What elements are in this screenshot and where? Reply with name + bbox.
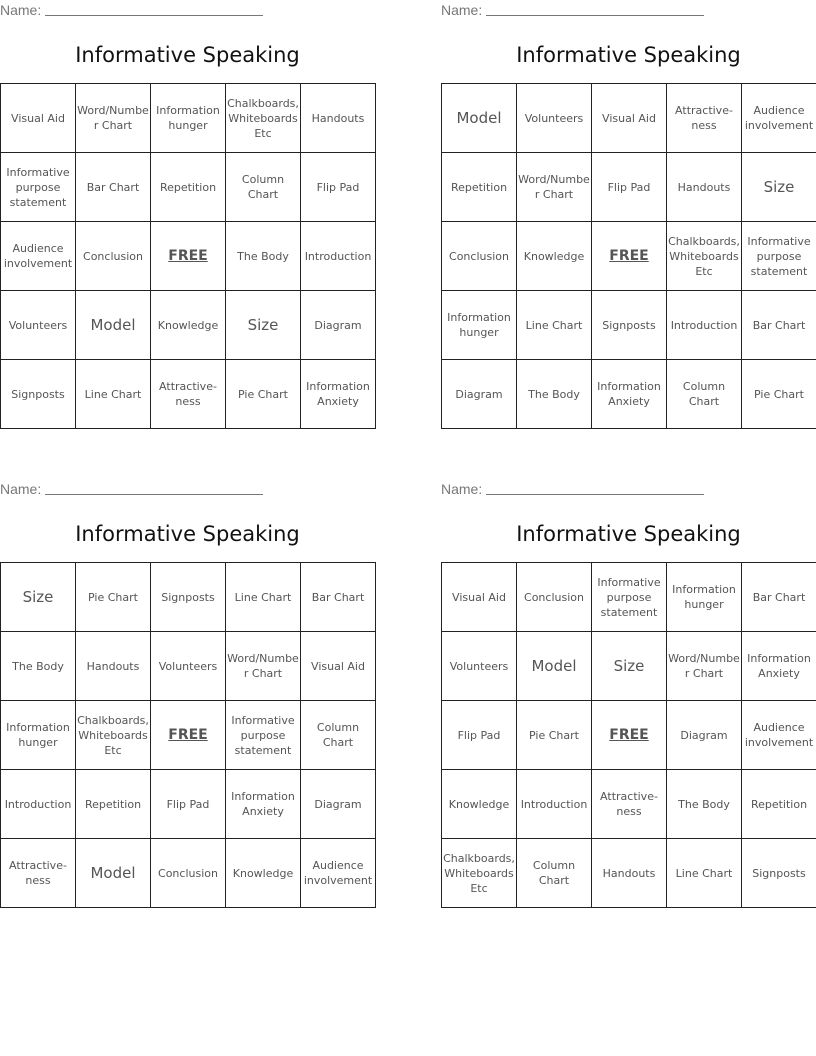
bingo-cell: Model (517, 632, 592, 701)
bingo-cell: Diagram (301, 770, 376, 839)
grid-row (442, 222, 816, 291)
name-label: Name: (441, 2, 483, 18)
grid-row (442, 153, 816, 222)
bingo-cell: Repetition (76, 770, 151, 839)
bingo-cell: Bar Chart (742, 291, 816, 360)
bingo-cell: Chalkboards, Whiteboards Etc (667, 222, 742, 291)
bingo-cell: Volunteers (517, 84, 592, 153)
bingo-cell: Audience involvement (742, 84, 816, 153)
grid-row (1, 222, 376, 291)
bingo-cell: Line Chart (517, 291, 592, 360)
grid-row (442, 701, 816, 770)
name-label: Name: (0, 2, 42, 18)
bingo-cell: Informative purpose statement (592, 563, 667, 632)
bingo-cell: Knowledge (226, 839, 301, 908)
bingo-cell: Information hunger (151, 84, 226, 153)
bingo-cell: Flip Pad (301, 153, 376, 222)
card-title: Informative Speaking (75, 522, 300, 546)
bingo-cell: Handouts (667, 153, 742, 222)
bingo-cell: Visual Aid (592, 84, 667, 153)
bingo-cell: Volunteers (151, 632, 226, 701)
free-space: FREE (151, 701, 226, 770)
bingo-cell: Model (76, 291, 151, 360)
bingo-cell: Word/Number Chart (517, 153, 592, 222)
bingo-cell: Conclusion (151, 839, 226, 908)
bingo-cell: Word/Number Chart (226, 632, 301, 701)
free-space: FREE (592, 222, 667, 291)
bingo-cell: Conclusion (442, 222, 517, 291)
bingo-grid (441, 562, 816, 908)
bingo-cell: Repetition (442, 153, 517, 222)
card-title: Informative Speaking (516, 43, 741, 67)
bingo-cell: Attractive-ness (667, 84, 742, 153)
bingo-cell: Conclusion (76, 222, 151, 291)
grid-row (1, 84, 376, 153)
bingo-cell: Knowledge (442, 770, 517, 839)
name-field (0, 0, 263, 20)
grid-row (1, 153, 376, 222)
bingo-cell: Pie Chart (226, 360, 301, 429)
bingo-cell: Flip Pad (442, 701, 517, 770)
bingo-cell: Visual Aid (442, 563, 517, 632)
bingo-cell: Bar Chart (742, 563, 816, 632)
grid-row (1, 701, 376, 770)
bingo-cell: Chalkboards, Whiteboards Etc (442, 839, 517, 908)
grid-row (1, 770, 376, 839)
bingo-cell: Word/Number Chart (667, 632, 742, 701)
bingo-cell: Volunteers (1, 291, 76, 360)
bingo-cell: Column Chart (301, 701, 376, 770)
name-blank-line (45, 1, 263, 16)
bingo-cell: Information hunger (442, 291, 517, 360)
bingo-cell: Column Chart (226, 153, 301, 222)
grid-row (442, 632, 816, 701)
bingo-cell: Diagram (301, 291, 376, 360)
bingo-cell: Size (1, 563, 76, 632)
bingo-cell: Information hunger (1, 701, 76, 770)
bingo-cell: Handouts (76, 632, 151, 701)
bingo-cell: Volunteers (442, 632, 517, 701)
bingo-cell: Knowledge (151, 291, 226, 360)
name-field (441, 479, 704, 499)
bingo-cell: Introduction (667, 291, 742, 360)
bingo-cell: Line Chart (226, 563, 301, 632)
bingo-cell: Bar Chart (76, 153, 151, 222)
grid-row (1, 839, 376, 908)
bingo-cell: Informative purpose statement (226, 701, 301, 770)
bingo-cell: Line Chart (76, 360, 151, 429)
bingo-cell: Signposts (151, 563, 226, 632)
bingo-cell: Information Anxiety (742, 632, 816, 701)
bingo-cell: Introduction (301, 222, 376, 291)
bingo-cell: Repetition (742, 770, 816, 839)
bingo-cell: Column Chart (667, 360, 742, 429)
bingo-cell: Attractive-ness (151, 360, 226, 429)
bingo-cell: Information Anxiety (301, 360, 376, 429)
bingo-cell: Signposts (742, 839, 816, 908)
card-title: Informative Speaking (75, 43, 300, 67)
bingo-cell: Word/Number Chart (76, 84, 151, 153)
bingo-cell: Column Chart (517, 839, 592, 908)
bingo-cell: Signposts (1, 360, 76, 429)
bingo-cell: Repetition (151, 153, 226, 222)
free-space: FREE (592, 701, 667, 770)
bingo-cell: The Body (517, 360, 592, 429)
grid-row (1, 360, 376, 429)
bingo-cell: Introduction (517, 770, 592, 839)
grid-row (1, 291, 376, 360)
grid-row (442, 839, 816, 908)
grid-row (442, 84, 816, 153)
bingo-cell: The Body (1, 632, 76, 701)
grid-row (1, 563, 376, 632)
bingo-cell: Signposts (592, 291, 667, 360)
free-space: FREE (151, 222, 226, 291)
bingo-grid (441, 83, 816, 429)
bingo-grid (0, 83, 376, 429)
bingo-cell: Diagram (667, 701, 742, 770)
name-label: Name: (0, 481, 42, 497)
bingo-cell: Flip Pad (151, 770, 226, 839)
bingo-cell: Conclusion (517, 563, 592, 632)
grid-row (442, 291, 816, 360)
bingo-cell: Introduction (1, 770, 76, 839)
bingo-cell: Audience involvement (742, 701, 816, 770)
name-blank-line (486, 1, 704, 16)
bingo-cell: Size (742, 153, 816, 222)
bingo-cell: Line Chart (667, 839, 742, 908)
card-title: Informative Speaking (516, 522, 741, 546)
bingo-cell: Audience involvement (301, 839, 376, 908)
bingo-cell: The Body (226, 222, 301, 291)
bingo-cell: Handouts (301, 84, 376, 153)
name-blank-line (45, 480, 263, 495)
bingo-cell: Model (76, 839, 151, 908)
bingo-cell: Audience involvement (1, 222, 76, 291)
bingo-cell: Pie Chart (742, 360, 816, 429)
bingo-cell: Attractive-ness (1, 839, 76, 908)
bingo-cell: Model (442, 84, 517, 153)
bingo-cell: Pie Chart (76, 563, 151, 632)
bingo-cell: Pie Chart (517, 701, 592, 770)
bingo-grid (0, 562, 376, 908)
grid-row (442, 770, 816, 839)
bingo-cell: Information Anxiety (226, 770, 301, 839)
bingo-cell: Bar Chart (301, 563, 376, 632)
bingo-cell: Size (592, 632, 667, 701)
bingo-cell: Flip Pad (592, 153, 667, 222)
bingo-cell: Information Anxiety (592, 360, 667, 429)
grid-row (1, 632, 376, 701)
grid-row (442, 360, 816, 429)
bingo-cell: Chalkboards, Whiteboards Etc (226, 84, 301, 153)
grid-row (442, 563, 816, 632)
name-field (0, 479, 263, 499)
bingo-cell: Visual Aid (1, 84, 76, 153)
bingo-cell: Informative purpose statement (1, 153, 76, 222)
bingo-cell: Information hunger (667, 563, 742, 632)
name-label: Name: (441, 481, 483, 497)
bingo-cell: The Body (667, 770, 742, 839)
bingo-cell: Size (226, 291, 301, 360)
bingo-cell: Visual Aid (301, 632, 376, 701)
bingo-cell: Informative purpose statement (742, 222, 816, 291)
bingo-cell: Chalkboards, Whiteboards Etc (76, 701, 151, 770)
bingo-cell: Attractive-ness (592, 770, 667, 839)
name-blank-line (486, 480, 704, 495)
bingo-cell: Handouts (592, 839, 667, 908)
bingo-cell: Knowledge (517, 222, 592, 291)
name-field (441, 0, 704, 20)
bingo-cell: Diagram (442, 360, 517, 429)
